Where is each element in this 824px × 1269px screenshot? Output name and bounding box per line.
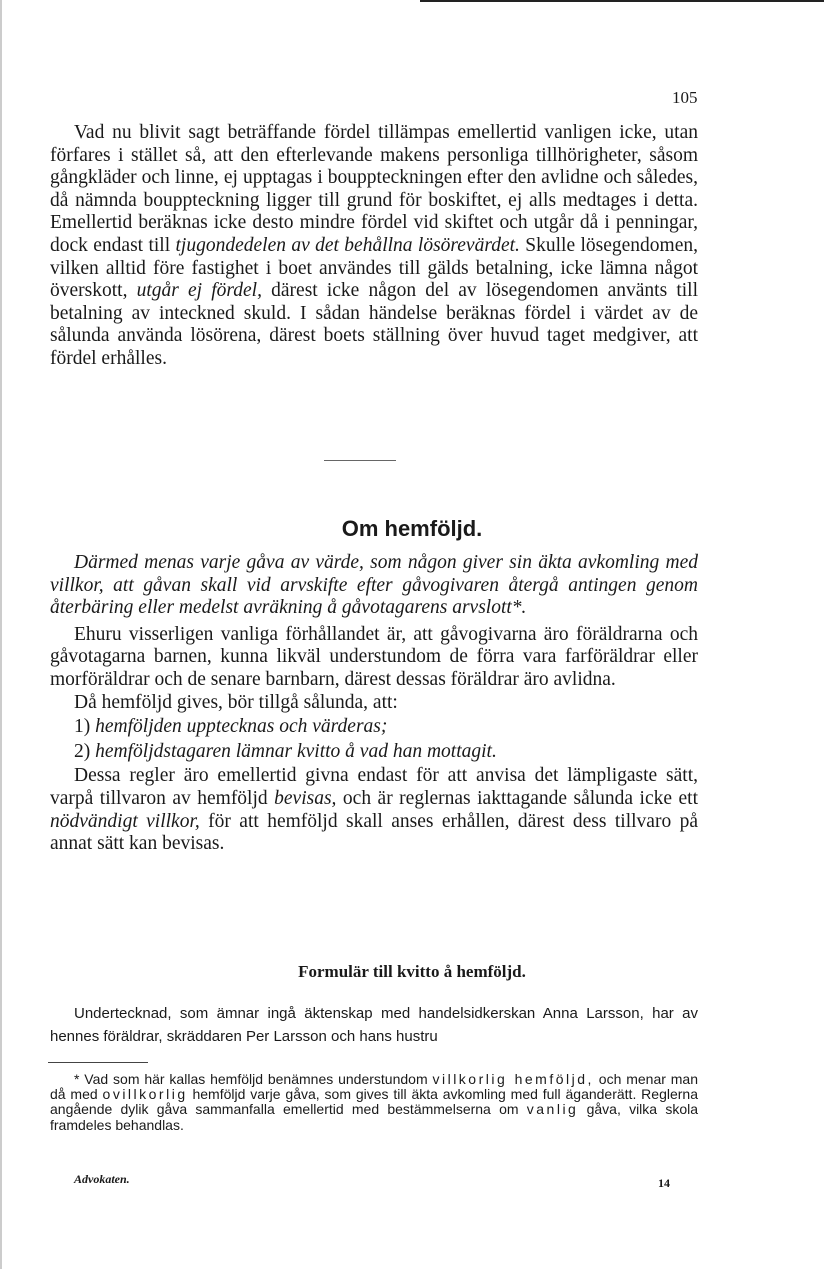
definition-paragraph: Därmed menas varje gåva av värde, som någon giver sin äkta avkomling med villkor, att gåvan skall vid arvskifte efter gåvogivaren återgå antingen genom återbäring eller medelst avräkning å gåvotagarens arvslott*. — [50, 552, 698, 619]
footnote — [50, 1072, 698, 1133]
top-scan-rule — [420, 0, 824, 2]
form-section — [50, 1003, 698, 1048]
rule-item-2: 2) hemföljdstagaren lämnar kvitto å vad han mottagit. — [74, 740, 497, 762]
footer-sheet-number: 14 — [658, 1176, 670, 1190]
section-separator — [324, 460, 396, 461]
paragraph-gavogivare: Ehuru visserligen vanliga förhållandet är, att gåvogivarna äro föräldrarna och gåvotagarna barnen, kunna likväl understundom de förra vara farföräldrar eller morföräldrar och de senare barnbarn, därest dessas föräldrar äro avlidna. — [50, 623, 698, 690]
paragraph-rules-intro: Då hemföljd gives, bör tillgå sålunda, att: — [74, 691, 398, 713]
form-heading: Formulär till kvitto å hemföljd. — [298, 962, 526, 981]
section-hemfoljd — [50, 552, 698, 856]
form-text: Undertecknad, som ämnar ingå äktenskap med handelsidkerskan Anna Larsson, har av hennes föräldrar, skräddaren Per Larsson och hans hustru — [50, 1005, 698, 1045]
section-heading: Om hemföljd. — [341, 516, 483, 541]
footnote-text: * Vad som här kallas hemföljd benämnes understundom villkorlig hemföljd, och menar man då med ovillkorlig hemföljd varje gåva, som gives till äkta avkomling med full äganderätt. Reglerna angående dylik gåva sammanfalla emellertid med bestämmelserna om vanlig gåva, vilka skola framdeles behandlas. — [50, 1071, 699, 1133]
footnote-rule — [48, 1062, 148, 1063]
footer-signature: Advokaten. — [74, 1172, 130, 1186]
rule-item-1: 1) hemföljden upptecknas och värderas; — [74, 716, 388, 738]
page-number: 105 — [672, 88, 698, 107]
paragraph-fordel: Vad nu blivit sagt beträffande fördel tillämpas emellertid vanligen icke, utan förfares i stället så, att den efterlevande makens personliga tillhörigheter, såsom gångkläder och linne, ej upptagas i bouppteckningen efter den avlidne och således, då nämnda bouppteckning ligger till grund för boskiftet, ej alls medtages i detta. Emellertid beräknas icke desto mindre fördel vid skiftet och utgår då i penningar, dock endast till tjugondedelen av det behållna lösörevärdet. Skulle lösegendomen, vilken alltid före fastighet i boet användes till gälds betalning, icke lämna något överskott, utgår ej fördel, därest icke någon del av lösegendomen använts till betalning av inteckned skuld. I sådan händelse beräknas fördel i värdet av de sålunda använda lösörena, därest boets ställning över huvud taget medgiver, att fördel erhålles. — [50, 122, 698, 369]
paragraph-rules-purpose: Dessa regler äro emellertid givna endast för att anvisa det lämpligaste sätt, varpå tillvaron av hemföljd bevisas, och är reglernas iakttagande sålunda icke ett nödvändigt villkor, för att hemföljd skall anses erhållen, därest dess tillvaro på annat sätt kan bevisas. — [50, 765, 699, 855]
section-fordel — [50, 122, 698, 371]
left-scan-edge — [0, 0, 2, 1269]
